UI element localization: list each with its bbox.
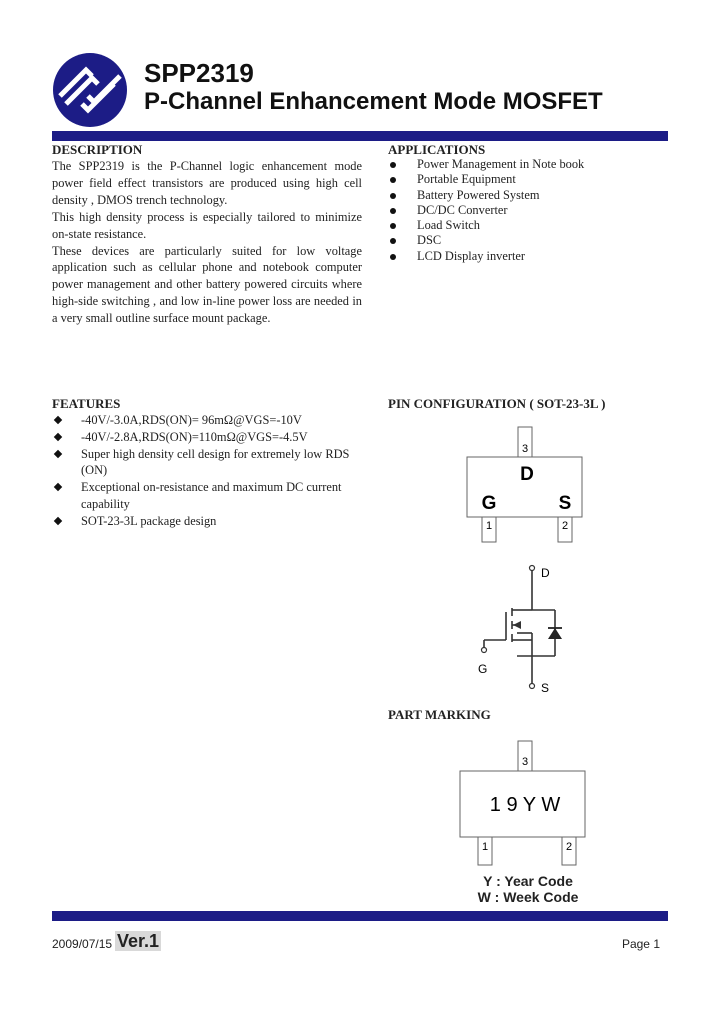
features-heading: FEATURES <box>52 396 121 411</box>
list-item: LCD Display inverter <box>388 249 584 264</box>
footer-date: 2009/07/15 <box>52 937 113 951</box>
diamond-bullet-icon <box>54 483 62 491</box>
bullet-icon <box>390 208 396 214</box>
source-terminal <box>530 684 535 689</box>
header-rule <box>52 131 668 141</box>
pin-number: 1 <box>485 520 493 532</box>
marking-legend <box>428 873 628 905</box>
part-number-title: SPP2319 <box>144 58 254 88</box>
features-list <box>52 412 352 530</box>
part-marking-heading: PART MARKING <box>388 707 491 722</box>
drain-terminal <box>530 566 535 571</box>
list-item: Exceptional on-resistance and maximum DC current capability <box>52 479 352 513</box>
list-item: DC/DC Converter <box>388 203 584 218</box>
diamond-bullet-icon <box>54 416 62 424</box>
list-item: -40V/-2.8A,RDS(ON)=110mΩ@VGS=-4.5V <box>52 429 352 446</box>
list-item: Super high density cell design for extremely low RDS (ON) <box>52 446 352 480</box>
schematic-drain-label: D <box>541 566 550 580</box>
source-label: S <box>558 493 572 514</box>
company-logo <box>52 52 128 128</box>
gate-terminal <box>482 648 487 653</box>
pin-config-heading: PIN CONFIGURATION ( SOT-23-3L ) <box>388 396 606 411</box>
schematic-gate-label: G <box>478 662 488 676</box>
list-item: Load Switch <box>388 218 584 233</box>
bullet-icon <box>390 223 396 229</box>
pin-number: 3 <box>521 443 529 455</box>
list-item: Battery Powered System <box>388 188 584 203</box>
diamond-bullet-icon <box>54 449 62 457</box>
description-paragraph: The SPP2319 is the P-Channel logic enhancement mode power field effect transistors are produced using high cell density , DMOS trench technology. <box>52 159 362 207</box>
drain-label: D <box>520 464 534 485</box>
applications-list <box>388 157 584 264</box>
pin-number: 3 <box>521 756 529 768</box>
list-item: Portable Equipment <box>388 172 584 187</box>
bullet-icon <box>390 254 396 260</box>
bullet-icon <box>390 177 396 183</box>
list-item: -40V/-3.0A,RDS(ON)= 96mΩ@VGS=-10V <box>52 412 352 429</box>
gate-label: G <box>481 493 497 514</box>
bullet-icon <box>390 193 396 199</box>
version-badge: Ver.1 <box>117 931 160 951</box>
pin-number: 2 <box>561 520 569 532</box>
applications-heading: APPLICATIONS <box>388 142 486 157</box>
channel-arrow-icon <box>513 621 521 629</box>
footer-rule <box>52 911 668 921</box>
bullet-icon <box>390 238 396 244</box>
list-item: SOT-23-3L package design <box>52 513 352 530</box>
diamond-bullet-icon <box>54 517 62 525</box>
pin-number: 1 <box>481 841 489 853</box>
mosfet-schematic <box>470 560 590 695</box>
description-body <box>52 158 362 327</box>
body-diode-icon <box>548 628 562 639</box>
marking-code: 1 9 Y W <box>489 794 561 816</box>
list-item: Power Management in Note book <box>388 157 584 172</box>
sot23-package-diagram <box>455 425 590 545</box>
list-item: DSC <box>388 233 584 248</box>
description-paragraph: These devices are particularly suited for low voltage application such as cellular phone and notebook computer power management and other battery powered circuits where high-side switching , and low in-line power loss are needed in a very small outline surface mount package. <box>52 243 362 326</box>
schematic-source-label: S <box>541 681 550 695</box>
page-number: Page 1 <box>621 937 660 951</box>
part-marking-diagram <box>455 738 590 868</box>
description-heading: DESCRIPTION <box>52 142 143 157</box>
week-code-legend: W : Week Code <box>477 889 579 905</box>
document-subtitle: P-Channel Enhancement Mode MOSFET <box>144 88 603 115</box>
description-paragraph: This high density process is especially tailored to minimize on-state resistance. <box>52 209 362 241</box>
bullet-icon <box>390 162 396 168</box>
diamond-bullet-icon <box>54 433 62 441</box>
pin-number: 2 <box>565 841 573 853</box>
year-code-legend: Y : Year Code <box>483 873 573 889</box>
